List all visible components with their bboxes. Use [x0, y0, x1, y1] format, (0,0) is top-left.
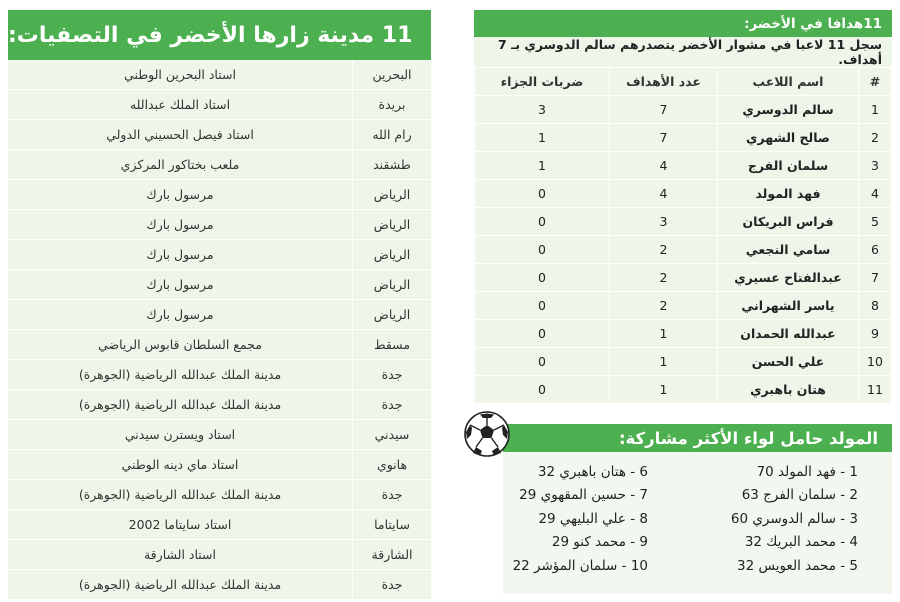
stadium-venue: استاد الشارقة — [143, 547, 217, 562]
stadium-city: جدة — [352, 390, 431, 419]
scorer-name: سامي النجعي — [718, 236, 859, 264]
scorer-row — [475, 376, 892, 404]
stadium-venue: مرسول بارك — [146, 247, 214, 262]
scorer-goals: 1 — [610, 320, 718, 348]
caps-item: 7 - حسين المقهوي 29 — [519, 487, 648, 504]
scorer-num: 5 — [859, 208, 892, 236]
stadium-venue: استاد ماي دينه الوطني — [121, 457, 239, 472]
scorer-penalties: 0 — [475, 180, 610, 208]
scorers-title: 11هدافا في الأخضر: — [474, 10, 892, 37]
stadium-venue: مدينة الملك عبدالله الرياضية (الجوهرة) — [78, 367, 282, 382]
stadium-row — [8, 120, 431, 150]
scorer-name: صالح الشهري — [718, 124, 859, 152]
stadium-venue: استاد فيصل الحسيني الدولي — [106, 127, 254, 142]
scorer-goals: 4 — [610, 152, 718, 180]
stadium-row — [8, 90, 431, 120]
scorer-goals: 1 — [610, 348, 718, 376]
caps-item: 10 - سلمان المؤشر 22 — [512, 557, 648, 574]
scorer-row — [475, 124, 892, 152]
stadium-city: بريدة — [352, 90, 431, 119]
stadium-city: رام الله — [352, 120, 431, 149]
scorer-goals: 2 — [610, 236, 718, 264]
stadium-city: البحرين — [352, 60, 431, 89]
stadium-row — [8, 570, 431, 600]
scorer-goals: 4 — [610, 180, 718, 208]
stadium-city: الرياض — [352, 180, 431, 209]
scorer-row — [475, 264, 892, 292]
stadium-venue: مدينة الملك عبدالله الرياضية (الجوهرة) — [78, 487, 282, 502]
stadium-city: مسقط — [352, 330, 431, 359]
scorer-goals: 2 — [610, 264, 718, 292]
scorer-name: عبدالله الحمدان — [718, 320, 859, 348]
stadium-row — [8, 210, 431, 240]
stadium-row — [8, 450, 431, 480]
scorer-num: 2 — [859, 124, 892, 152]
scorer-num: 6 — [859, 236, 892, 264]
scorer-num: 4 — [859, 180, 892, 208]
stadium-row — [8, 300, 431, 330]
scorer-num: 11 — [859, 376, 892, 404]
scorer-penalties: 0 — [475, 348, 610, 376]
scorer-row — [475, 292, 892, 320]
stadium-row — [8, 270, 431, 300]
stadium-venue: مرسول بارك — [146, 187, 214, 202]
scorer-row — [475, 236, 892, 264]
stadium-city: الرياض — [352, 300, 431, 329]
stadium-row — [8, 180, 431, 210]
caps-item: 1 - فهد المولد 70 — [756, 463, 858, 480]
caps-item: 2 - سلمان الفرج 63 — [741, 487, 858, 504]
stadium-row — [8, 240, 431, 270]
scorer-name: ياسر الشهراني — [718, 292, 859, 320]
scorer-name: فهد المولد — [718, 180, 859, 208]
stadium-city: سايتاما — [352, 510, 431, 539]
header-goals: عدد الأهداف — [610, 68, 718, 96]
stadium-venue: مجمع السلطان قابوس الرياضي — [98, 337, 262, 352]
scorer-row — [475, 96, 892, 124]
stadium-venue: مرسول بارك — [146, 307, 214, 322]
stadium-city: الرياض — [352, 270, 431, 299]
caps-item: 5 - محمد العويس 32 — [737, 557, 858, 574]
scorers-panel — [474, 10, 892, 404]
header-penalties: ضربات الجزاء — [475, 68, 610, 96]
stadium-row — [8, 360, 431, 390]
stadiums-panel — [8, 10, 431, 600]
stadiums-title: 11 مدينة زارها الأخضر في التصفيات: — [8, 10, 431, 60]
caps-item: 9 - محمد كنو 29 — [551, 534, 648, 551]
scorer-num: 9 — [859, 320, 892, 348]
scorer-name: سلمان الفرج — [718, 152, 859, 180]
stadium-venue: استاد البحرين الوطني — [124, 67, 236, 82]
scorer-name: سالم الدوسري — [718, 96, 859, 124]
stadium-row — [8, 420, 431, 450]
header-num: # — [859, 68, 892, 96]
stadium-city: جدة — [352, 480, 431, 509]
scorer-name: فراس البريكان — [718, 208, 859, 236]
scorer-penalties: 1 — [475, 124, 610, 152]
scorer-penalties: 0 — [475, 236, 610, 264]
scorer-goals: 7 — [610, 96, 718, 124]
scorer-goals: 2 — [610, 292, 718, 320]
caps-item: 3 - سالم الدوسري 60 — [730, 510, 858, 527]
scorer-penalties: 0 — [475, 320, 610, 348]
stadiums-table — [8, 60, 431, 600]
scorer-num: 3 — [859, 152, 892, 180]
caps-item: 4 - محمد البريك 32 — [744, 534, 858, 551]
stadium-row — [8, 390, 431, 420]
stadium-row — [8, 60, 431, 90]
stadium-venue: مدينة الملك عبدالله الرياضية (الجوهرة) — [78, 577, 282, 592]
caps-item: 6 - هتان باهبري 32 — [537, 463, 648, 480]
scorer-name: عبدالفتاح عسيري — [718, 264, 859, 292]
stadium-venue: مرسول بارك — [146, 217, 214, 232]
scorer-row — [475, 320, 892, 348]
stadium-city: الرياض — [352, 210, 431, 239]
scorer-penalties: 3 — [475, 96, 610, 124]
stadium-city: الشارقة — [352, 540, 431, 569]
scorers-subtitle: سجل 11 لاعبا في مشوار الأخضر يتصدرهم سالم الدوسري بـ 7 أهداف. — [474, 37, 892, 67]
scorer-row — [475, 152, 892, 180]
caps-title: المولد حامل لواء الأكثر مشاركة: — [503, 424, 892, 452]
scorer-penalties: 0 — [475, 376, 610, 404]
scorer-penalties: 0 — [475, 292, 610, 320]
stadium-venue: ملعب بختاكور المركزي — [120, 157, 240, 172]
scorer-name: هتان باهبري — [718, 376, 859, 404]
scorer-row — [475, 348, 892, 376]
stadium-venue: استاد الملك عبدالله — [129, 97, 231, 112]
stadium-city: طشقند — [352, 150, 431, 179]
stadium-city: جدة — [352, 570, 431, 599]
scorer-row — [475, 180, 892, 208]
scorer-penalties: 0 — [475, 208, 610, 236]
caps-item: 8 - علي البليهي 29 — [538, 510, 648, 527]
scorers-header-row — [475, 68, 892, 96]
scorer-penalties: 0 — [475, 264, 610, 292]
scorer-num: 8 — [859, 292, 892, 320]
stadium-venue: استاد ويسترن سيدني — [124, 427, 236, 442]
scorer-num: 1 — [859, 96, 892, 124]
scorers-table — [474, 67, 892, 404]
stadium-row — [8, 540, 431, 570]
stadium-row — [8, 150, 431, 180]
scorer-goals: 7 — [610, 124, 718, 152]
scorer-num: 7 — [859, 264, 892, 292]
stadium-venue: مرسول بارك — [146, 277, 214, 292]
stadium-city: هانوي — [352, 450, 431, 479]
stadium-row — [8, 330, 431, 360]
scorer-goals: 1 — [610, 376, 718, 404]
stadium-row — [8, 510, 431, 540]
scorer-name: علي الحسن — [718, 348, 859, 376]
scorer-row — [475, 208, 892, 236]
stadium-row — [8, 480, 431, 510]
caps-list — [483, 460, 888, 580]
soccer-ball-icon — [463, 410, 511, 458]
stadium-city: الرياض — [352, 240, 431, 269]
scorer-penalties: 1 — [475, 152, 610, 180]
stadium-venue: استاد سايتاما 2002 — [128, 517, 232, 532]
stadium-venue: مدينة الملك عبدالله الرياضية (الجوهرة) — [78, 397, 282, 412]
scorer-num: 10 — [859, 348, 892, 376]
scorer-goals: 3 — [610, 208, 718, 236]
stadium-city: سيدني — [352, 420, 431, 449]
header-name: اسم اللاعب — [718, 68, 859, 96]
stadium-city: جدة — [352, 360, 431, 389]
